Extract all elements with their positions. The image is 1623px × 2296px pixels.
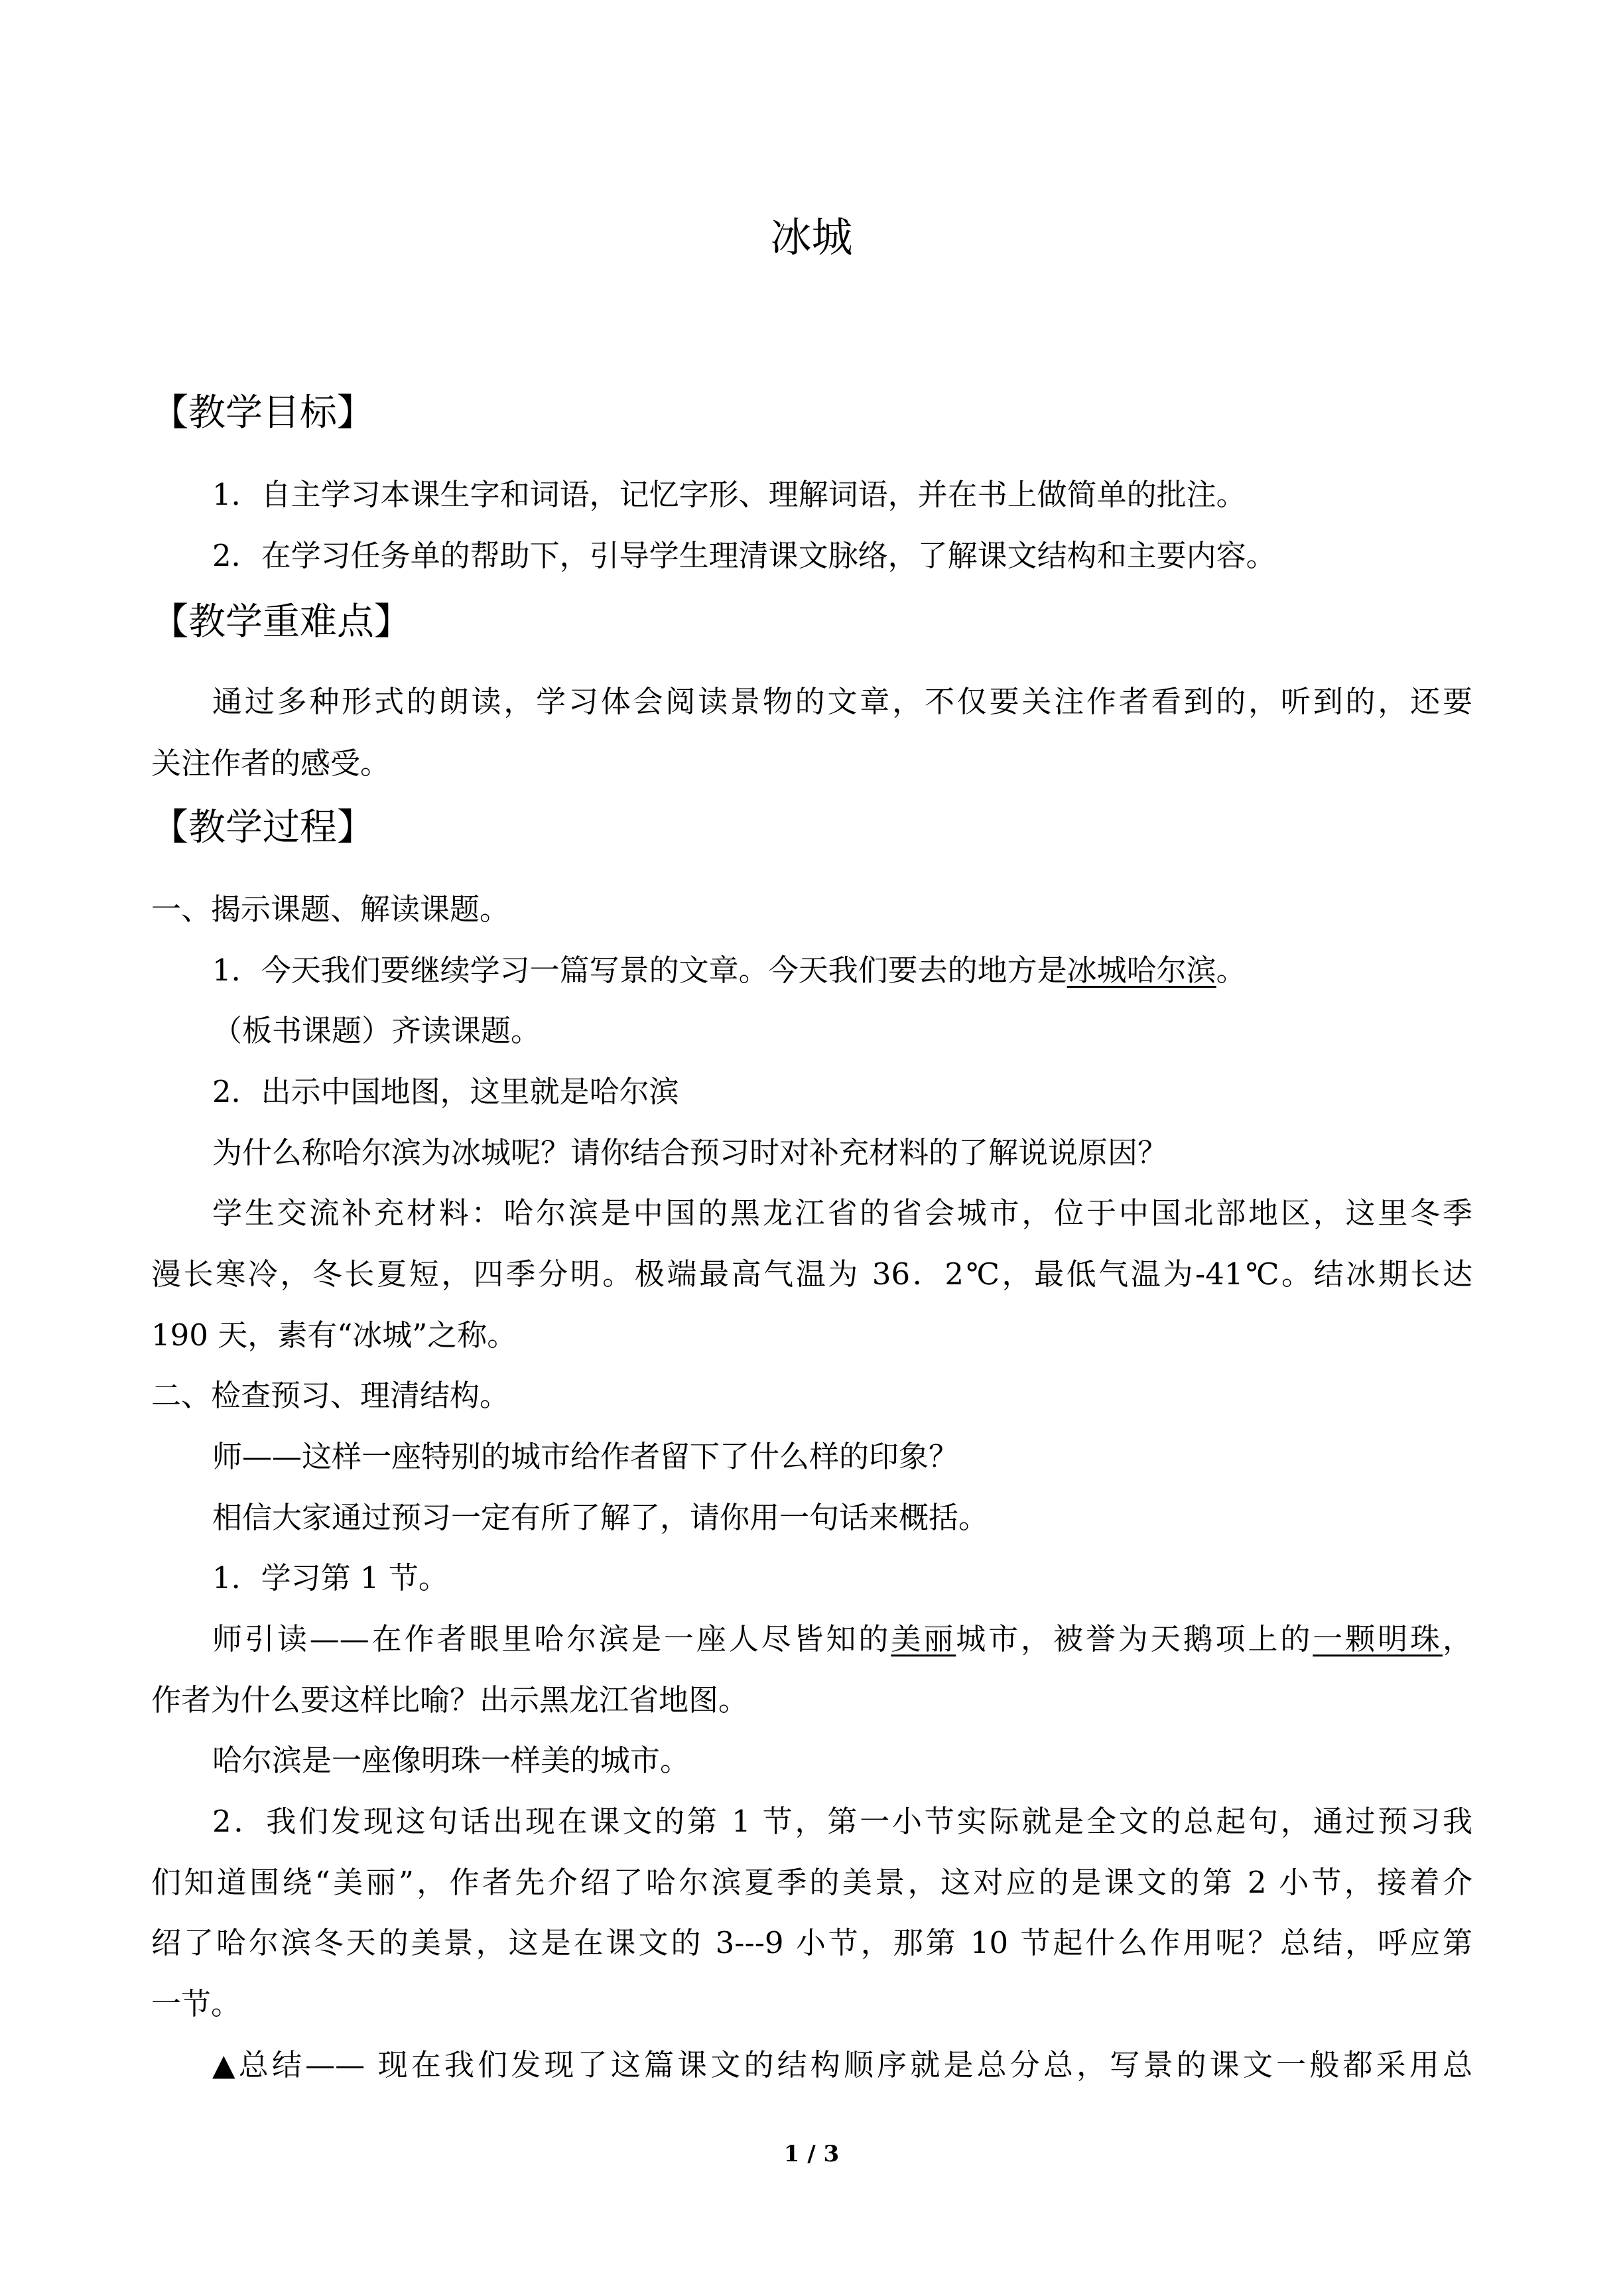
paragraph-1a xyxy=(212,951,1246,990)
heading-key-points: 【教学重难点】 xyxy=(151,600,411,643)
underlined-bright-pearl: 一颗明珠 xyxy=(1313,1621,1443,1656)
paragraph-2f-line-1: 2．我们发现这句话出现在课文的第 1 节，第一小节实际就是全文的总起句，通过预习我 xyxy=(212,1804,1472,1839)
key-points-line-2: 关注作者的感受。 xyxy=(151,746,391,781)
paragraph-2d-line-1 xyxy=(212,1619,1472,1659)
paragraph-2g: ▲总结—— 现在我们发现了这篇课文的结构顺序就是总分总，写景的课文一般都采用总 xyxy=(212,2047,1472,2082)
paragraph-1e-line-3: 190 天，素有“冰城”之称。 xyxy=(151,1317,517,1353)
paragraph-1a-end: 。 xyxy=(1216,953,1246,988)
paragraph-2f-line-2: 们知道围绕“美丽”，作者先介绍了哈尔滨夏季的美景，这对应的是课文的第 2 小节，接着介 xyxy=(151,1865,1472,1900)
paragraph-1a-text: 1．今天我们要继续学习一篇写景的文章。今天我们要去的地方是 xyxy=(212,953,1067,988)
paragraph-1d: 为什么称哈尔滨为冰城呢？请你结合预习时对补充材料的了解说说原因？ xyxy=(212,1135,1168,1170)
paragraph-2d-line-2: 作者为什么要这样比喻？出示黑龙江省地图。 xyxy=(151,1682,749,1718)
key-points-line-1: 通过多种形式的朗读，学习体会阅读景物的文章，不仅要关注作者看到的，听到的，还要 xyxy=(212,684,1472,719)
goal-2: 2．在学习任务单的帮助下，引导学生理清课文脉络，了解课文结构和主要内容。 xyxy=(212,538,1276,573)
paragraph-2d-text-1: 师引读——在作者眼里哈尔滨是一座人尽皆知的 xyxy=(212,1621,891,1656)
paragraph-1c: 2．出示中国地图，这里就是哈尔滨 xyxy=(212,1074,679,1109)
paragraph-2c: 1．学习第 1 节。 xyxy=(212,1560,448,1595)
document-title: 冰城 xyxy=(770,213,853,261)
page-number: 1 / 3 xyxy=(783,2141,840,2167)
goal-1: 1．自主学习本课生字和词语，记忆字形、理解词语，并在书上做简单的批注。 xyxy=(212,477,1246,512)
paragraph-2a: 师——这样一座特别的城市给作者留下了什么样的印象？ xyxy=(212,1439,959,1474)
part-2-title: 二、检查预习、理清结构。 xyxy=(151,1378,510,1413)
underlined-beautiful: 美丽 xyxy=(891,1621,956,1656)
paragraph-2d-text-3: ， xyxy=(1442,1621,1472,1656)
paragraph-2f-line-4: 一节。 xyxy=(151,1986,241,2021)
paragraph-2e: 哈尔滨是一座像明珠一样美的城市。 xyxy=(212,1743,690,1778)
paragraph-2b: 相信大家通过预习一定有所了解了，请你用一句话来概括。 xyxy=(212,1500,989,1535)
paragraph-2d-text-2: 城市，被誉为天鹅项上的 xyxy=(956,1621,1313,1656)
heading-teaching-goals: 【教学目标】 xyxy=(151,391,374,435)
paragraph-2f-line-3: 绍了哈尔滨冬天的美景，这是在课文的 3---9 小节，那第 10 节起什么作用呢？总结，呼应第 xyxy=(151,1925,1472,1960)
paragraph-1e-line-2: 漫长寒冷，冬长夏短，四季分明。极端最高气温为 36．2℃，最低气温为-41℃。结冰期长达 xyxy=(151,1256,1472,1292)
paragraph-1e-line-1: 学生交流补充材料：哈尔滨是中国的黑龙江省的省会城市，位于中国北部地区，这里冬季 xyxy=(212,1195,1472,1231)
underlined-ice-city-harbin: 冰城哈尔滨 xyxy=(1067,953,1216,988)
part-1-title: 一、揭示课题、解读课题。 xyxy=(151,892,510,927)
paragraph-1b: （板书课题）齐读课题。 xyxy=(212,1013,541,1048)
heading-teaching-process: 【教学过程】 xyxy=(151,806,374,849)
